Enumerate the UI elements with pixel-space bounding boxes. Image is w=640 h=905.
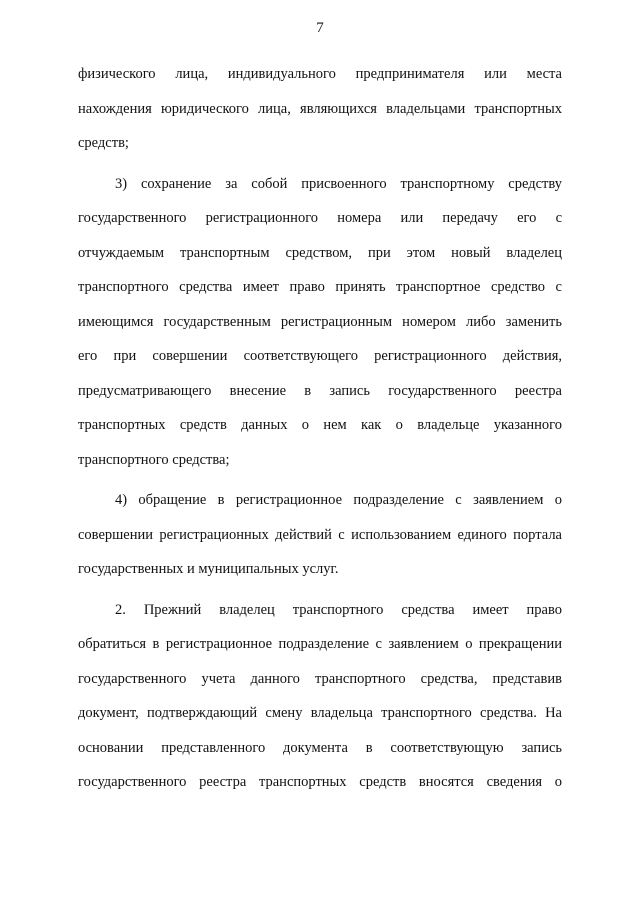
text-line: государственных и муниципальных услуг. xyxy=(78,561,339,577)
text-line: 4) обращение в регистрационное подразделение с заявлением о xyxy=(115,492,562,508)
text-line: физического лица, индивидуального предпринимателя или места xyxy=(78,66,562,82)
text-line: нахождения юридического лица, являющихся владельцами транспортных xyxy=(78,100,562,117)
text-line: совершении регистрационных действий с использованием единого портала xyxy=(78,526,562,543)
text-line: 2. Прежний владелец транспортного средства имеет право xyxy=(115,601,562,618)
text-line: его при совершении соответствующего регистрационного действия, xyxy=(78,348,562,364)
text-line: транспортных средств данных о нем как о владельце указанного xyxy=(78,417,562,433)
text-line: 3) сохранение за собой присвоенного транспортному средству xyxy=(115,175,562,192)
text-line: средств; xyxy=(78,135,129,151)
document-body xyxy=(78,64,562,807)
text-line: государственного регистрационного номера или передачу его с xyxy=(78,210,562,226)
text-line: предусматривающего внесение в запись государственного реестра xyxy=(78,382,562,399)
text-line: отчуждаемым транспортным средством, при этом новый владелец xyxy=(78,244,562,261)
text-line: имеющимся государственным регистрационным номером либо заменить xyxy=(78,313,562,330)
text-line: государственного учета данного транспортного средства, представив xyxy=(78,670,562,687)
text-line: документ, подтверждающий смену владельца транспортного средства. На xyxy=(78,705,562,721)
page-number: 7 xyxy=(316,20,324,36)
text-line: государственного реестра транспортных средств вносятся сведения о xyxy=(78,774,562,790)
text-line: основании представленного документа в соответствующую запись xyxy=(78,739,562,756)
text-line: транспортного средства; xyxy=(78,451,230,468)
text-line: обратиться в регистрационное подразделение с заявлением о прекращении xyxy=(78,636,562,652)
text-line: транспортного средства имеет право принять транспортное средство с xyxy=(78,279,562,295)
